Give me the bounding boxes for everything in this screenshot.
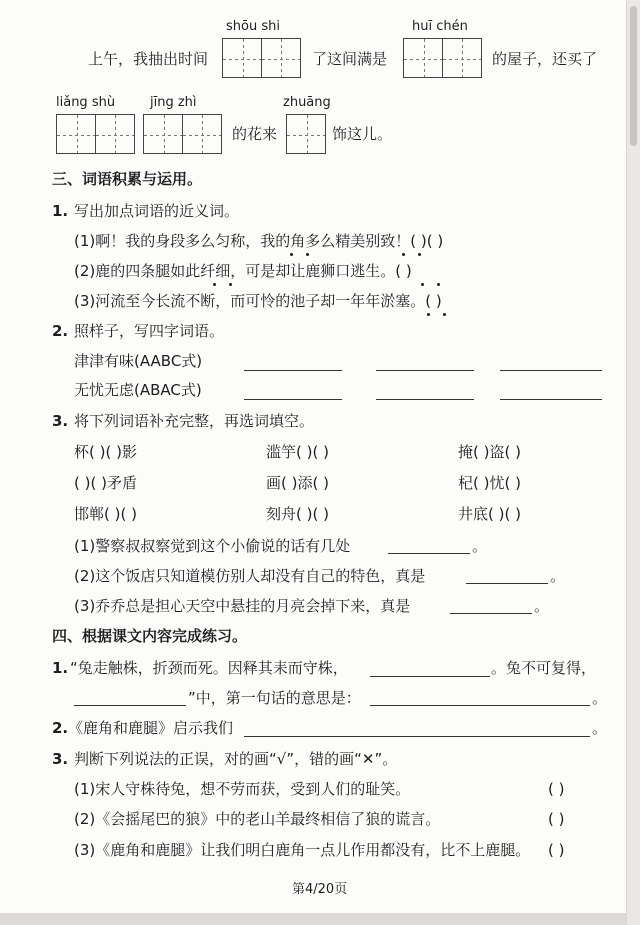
line2-suffix: 饰这儿。 xyxy=(332,125,393,143)
char-box-liangshu[interactable] xyxy=(56,114,133,154)
idiom-cell: 掩( )盗( ) xyxy=(458,443,521,461)
s4-q1-label: 1. xyxy=(52,659,69,677)
s4-q2-label: 2. xyxy=(52,719,69,737)
judge-paren-1[interactable]: ( ) xyxy=(548,780,565,798)
judge-item-2: (2)《会摇尾巴的狼》中的老山羊最终相信了狼的谎言。 xyxy=(74,810,441,828)
pinyin-huichen: huī chén xyxy=(412,19,468,34)
q2-row-1: 津津有味(AABC式) xyxy=(74,352,203,370)
q1-text: 写出加点词语的近义词。 xyxy=(74,202,240,220)
q2-row-2: 无忧无虑(ABAC式) xyxy=(74,381,202,399)
answer-line[interactable] xyxy=(376,370,474,371)
q3-label: 3. xyxy=(52,412,69,430)
char-box-shoushi[interactable] xyxy=(222,38,299,78)
q2-label: 2. xyxy=(52,322,69,340)
fill-end-3: 。 xyxy=(534,597,550,615)
answer-line[interactable] xyxy=(244,736,590,737)
line1-middle: 了这间满是 xyxy=(312,50,388,68)
idiom-cell: 滥竽( )( ) xyxy=(266,443,329,461)
answer-line[interactable] xyxy=(244,399,342,400)
line1-suffix: 的屋子，还买了 xyxy=(492,50,598,68)
answer-line[interactable] xyxy=(244,370,342,371)
pinyin-zhuang: zhuāng xyxy=(283,95,331,110)
judge-item-3: (3)《鹿角和鹿腿》让我们明白鹿角一点儿作用都没有，比不上鹿腿。 xyxy=(74,841,531,859)
s4-q2-text: 《鹿角和鹿腿》启示我们 xyxy=(68,719,234,737)
pinyin-shoushi: shōu shi xyxy=(226,19,280,34)
answer-line[interactable] xyxy=(500,399,602,400)
answer-line[interactable] xyxy=(466,583,548,584)
s4-q1-text-b: 。兔不可复得， xyxy=(491,659,597,677)
emphasis-dot xyxy=(427,313,430,316)
emphasis-dot xyxy=(418,253,421,256)
page-number: 第4/20页 xyxy=(292,882,348,897)
s4-q3-label: 3. xyxy=(52,750,69,768)
answer-line[interactable] xyxy=(370,676,490,677)
s4-q1-text-a: “兔走触株，折颈而死。因释其耒而守株， xyxy=(70,659,348,677)
q1-item-3: (3)河流至今长流不断，而可怜的池子却一年年淤塞。( ) xyxy=(74,292,442,310)
section3-title: 三、词语积累与运用。 xyxy=(52,170,203,188)
section4-title: 四、根据课文内容完成练习。 xyxy=(52,627,248,645)
char-box-zhuang[interactable] xyxy=(286,114,325,154)
s4-q2-end: 。 xyxy=(592,719,608,737)
pinyin-jingzhi: jīng zhì xyxy=(150,95,197,110)
idiom-cell: 邯郸( )( ) xyxy=(74,505,137,523)
idiom-cell: ( )( )矛盾 xyxy=(74,474,137,492)
emphasis-dot xyxy=(437,283,440,286)
s4-q3-text: 判断下列说法的正误，对的画“√”，错的画“✕”。 xyxy=(74,750,398,768)
vertical-scrollbar[interactable] xyxy=(626,0,640,925)
emphasis-dot xyxy=(290,253,293,256)
idiom-cell: 井底( )( ) xyxy=(458,505,521,523)
line2-middle: 的花来 xyxy=(232,125,278,143)
answer-line[interactable] xyxy=(450,613,532,614)
horizontal-scrollbar[interactable] xyxy=(0,913,626,925)
judge-item-1: (1)宋人守株待兔，想不劳而获，受到人们的耻笑。 xyxy=(74,780,411,798)
idiom-cell: 画( )添( ) xyxy=(266,474,329,492)
q2-text: 照样子，写四字词语。 xyxy=(74,322,225,340)
idiom-cell: 刻舟( )( ) xyxy=(266,505,329,523)
fill-end-2: 。 xyxy=(550,567,566,585)
answer-line[interactable] xyxy=(388,553,470,554)
pinyin-liangshu: liǎng shù xyxy=(56,95,116,110)
scrollbar-thumb[interactable] xyxy=(630,6,637,146)
fill-sentence-1: (1)警察叔叔察觉到这个小偷说的话有几处 xyxy=(74,537,351,555)
emphasis-dot xyxy=(306,253,309,256)
emphasis-dot xyxy=(402,253,405,256)
fill-end-1: 。 xyxy=(472,537,488,555)
judge-paren-3[interactable]: ( ) xyxy=(548,841,565,859)
char-box-jingzhi[interactable] xyxy=(143,114,220,154)
q3-text: 将下列词语补充完整，再选词填空。 xyxy=(74,412,315,430)
answer-line[interactable] xyxy=(74,705,186,706)
answer-line[interactable] xyxy=(370,705,590,706)
q1-item-1: (1)啊！我的身段多么匀称，我的角多么精美别致！( )( ) xyxy=(74,232,444,250)
judge-paren-2[interactable]: ( ) xyxy=(548,810,565,828)
idiom-cell: 杞( )忧( ) xyxy=(458,474,521,492)
answer-line[interactable] xyxy=(376,399,474,400)
answer-line[interactable] xyxy=(500,370,602,371)
emphasis-dot xyxy=(229,283,232,286)
idiom-cell: 杯( )( )影 xyxy=(74,443,137,461)
s4-q1-end: 。 xyxy=(592,689,608,707)
emphasis-dot xyxy=(443,313,446,316)
line1-prefix: 上午，我抽出时间 xyxy=(88,50,209,68)
q1-item-2: (2)鹿的四条腿如此纤细，可是却让鹿狮口逃生。( ) xyxy=(74,262,412,280)
fill-sentence-2: (2)这个饭店只知道模仿别人却没有自己的特色，真是 xyxy=(74,567,426,585)
q1-label: 1. xyxy=(52,202,69,220)
char-box-huichen[interactable] xyxy=(403,38,480,78)
emphasis-dot xyxy=(213,283,216,286)
emphasis-dot xyxy=(421,283,424,286)
s4-q1-text-c: ”中，第一句话的意思是： xyxy=(188,689,361,707)
fill-sentence-3: (3)乔乔总是担心天空中悬挂的月亮会掉下来，真是 xyxy=(74,597,411,615)
